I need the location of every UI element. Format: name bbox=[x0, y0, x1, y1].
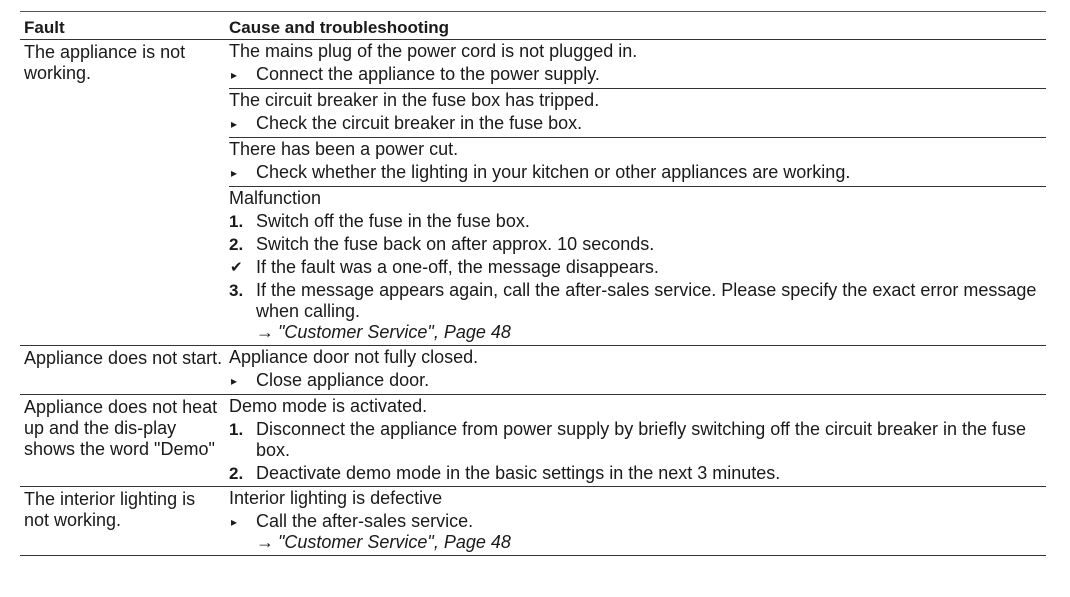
cause-block bbox=[229, 487, 1046, 555]
step-text: Connect the appliance to the power supply. bbox=[256, 64, 600, 84]
step-text-wrap bbox=[256, 162, 1046, 184]
cause-title: The mains plug of the power cord is not plugged in. bbox=[229, 41, 638, 61]
step-text: Check the circuit breaker in the fuse box. bbox=[256, 113, 583, 133]
cause-title: Interior lighting is defective bbox=[229, 488, 443, 508]
cross-reference-link[interactable]: "Customer Service", Page 48 bbox=[278, 532, 511, 552]
cause-cell bbox=[224, 346, 1046, 394]
table-header bbox=[20, 12, 1046, 40]
table-row bbox=[20, 395, 1046, 487]
arrow-right-icon: → bbox=[256, 322, 274, 342]
step-number: 3. bbox=[229, 281, 244, 300]
table-row bbox=[20, 40, 1046, 346]
troubleshooting-table bbox=[20, 11, 1046, 556]
step-text-wrap bbox=[256, 280, 1046, 343]
remedy-step bbox=[229, 113, 1046, 135]
cause-block bbox=[229, 89, 1046, 138]
step-text-wrap bbox=[256, 511, 1046, 553]
step-number: 1. bbox=[229, 212, 244, 231]
step-text: If the message appears again, call the after-sales service. Please specify the exact error message when calling. bbox=[256, 280, 1037, 321]
remedy-step bbox=[229, 257, 1046, 278]
step-text-wrap bbox=[256, 234, 1046, 255]
step-number: 2. bbox=[229, 464, 244, 483]
step-number: 2. bbox=[229, 235, 244, 254]
cause-cell bbox=[224, 40, 1046, 345]
step-text-wrap bbox=[256, 113, 1046, 135]
step-text: Call the after-sales service. bbox=[256, 511, 474, 531]
bullet-arrow-icon: ▸ bbox=[231, 117, 238, 131]
fault-cell: The appliance is not working. bbox=[24, 42, 186, 83]
remedy-step bbox=[229, 511, 1046, 553]
cause-title: Malfunction bbox=[229, 188, 322, 208]
step-text-wrap bbox=[256, 211, 1046, 232]
remedy-step bbox=[229, 234, 1046, 255]
remedy-step bbox=[229, 280, 1046, 343]
step-text: Deactivate demo mode in the basic settings in the next 3 minutes. bbox=[256, 463, 781, 483]
step-text-wrap bbox=[256, 64, 1046, 86]
step-text-wrap bbox=[256, 370, 1046, 392]
cause-cell bbox=[224, 487, 1046, 555]
remedy-step bbox=[229, 211, 1046, 232]
table-body bbox=[20, 40, 1046, 556]
fault-cell: Appliance does not start. bbox=[24, 348, 223, 368]
bullet-arrow-icon: ▸ bbox=[231, 68, 238, 82]
cross-reference-link[interactable]: "Customer Service", Page 48 bbox=[278, 322, 511, 342]
table-row bbox=[20, 346, 1046, 395]
cause-cell bbox=[224, 395, 1046, 486]
step-text-wrap bbox=[256, 257, 1046, 278]
checkmark-icon: ✔ bbox=[230, 259, 243, 276]
bullet-arrow-icon: ▸ bbox=[231, 515, 238, 529]
cross-reference[interactable] bbox=[256, 322, 1046, 343]
step-text: Switch off the fuse in the fuse box. bbox=[256, 211, 530, 231]
step-text: Check whether the lighting in your kitchen or other appliances are working. bbox=[256, 162, 851, 182]
remedy-step bbox=[229, 463, 1046, 484]
cause-column-header: Cause and troubleshooting bbox=[229, 18, 450, 37]
cross-reference[interactable] bbox=[256, 532, 1046, 553]
cause-block bbox=[229, 40, 1046, 89]
bullet-arrow-icon: ▸ bbox=[231, 166, 238, 180]
table-row bbox=[20, 487, 1046, 556]
cause-title: The circuit breaker in the fuse box has tripped. bbox=[229, 90, 600, 110]
fault-column-header: Fault bbox=[24, 18, 65, 37]
cause-block bbox=[229, 187, 1046, 345]
step-text: Close appliance door. bbox=[256, 370, 430, 390]
step-text: Switch the fuse back on after approx. 10 seconds. bbox=[256, 234, 655, 254]
remedy-step bbox=[229, 370, 1046, 392]
cause-block bbox=[229, 346, 1046, 394]
fault-cell: Appliance does not heat up and the dis-play shows the word "Demo" bbox=[24, 397, 218, 459]
step-number: 1. bbox=[229, 420, 244, 439]
remedy-step bbox=[229, 419, 1046, 461]
remedy-step bbox=[229, 162, 1046, 184]
step-text: Disconnect the appliance from power supply by briefly switching off the circuit breaker in the fuse box. bbox=[256, 419, 1027, 460]
step-text-wrap bbox=[256, 463, 1046, 484]
fault-cell: The interior lighting is not working. bbox=[24, 489, 196, 530]
cause-title: Appliance door not fully closed. bbox=[229, 347, 479, 367]
cause-title: There has been a power cut. bbox=[229, 139, 459, 159]
cause-block bbox=[229, 138, 1046, 187]
remedy-step bbox=[229, 64, 1046, 86]
cause-title: Demo mode is activated. bbox=[229, 396, 428, 416]
step-text-wrap bbox=[256, 419, 1046, 461]
bullet-arrow-icon: ▸ bbox=[231, 374, 238, 388]
step-text: If the fault was a one-off, the message disappears. bbox=[256, 257, 659, 277]
arrow-right-icon: → bbox=[256, 532, 274, 552]
cause-block bbox=[229, 395, 1046, 486]
